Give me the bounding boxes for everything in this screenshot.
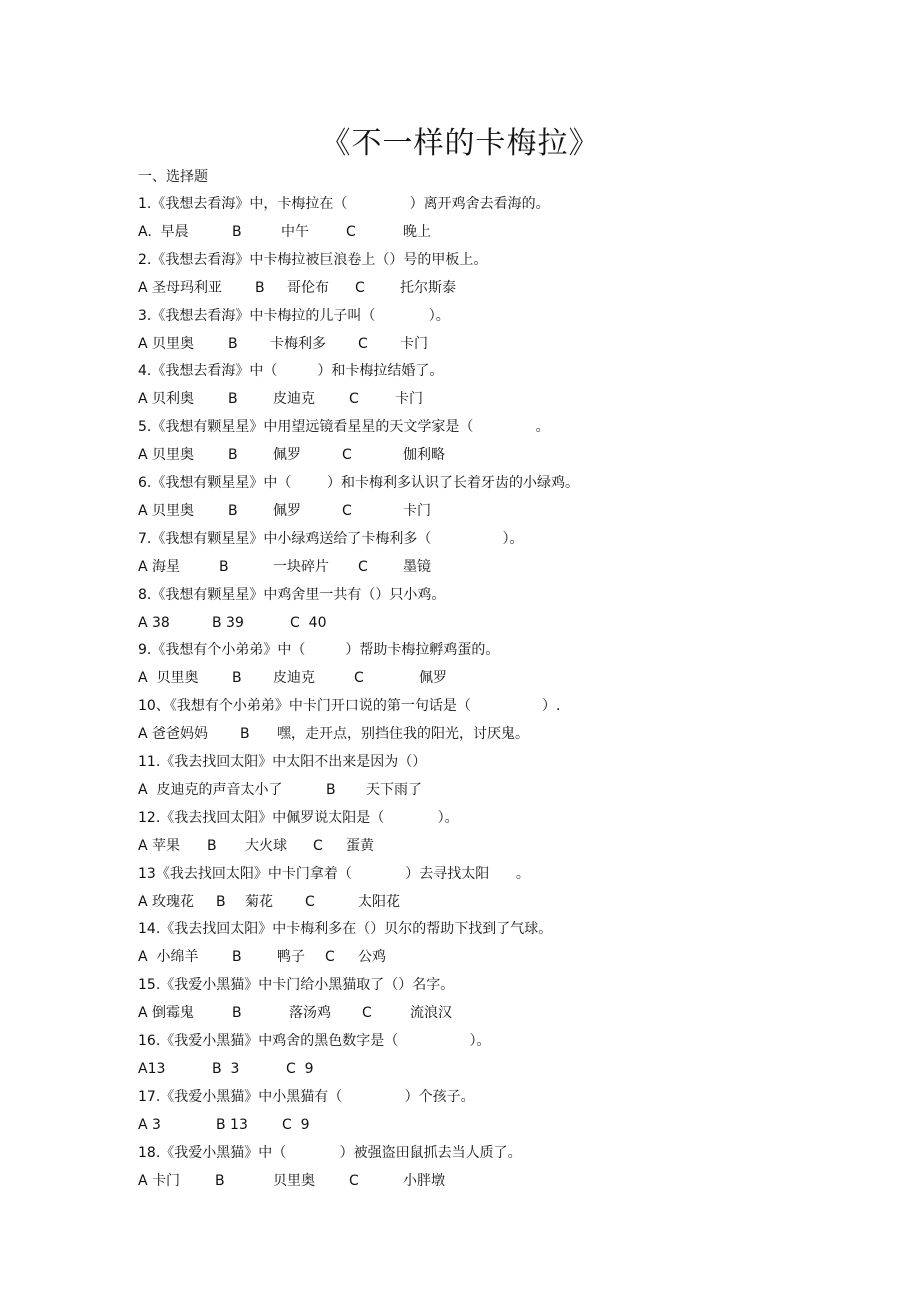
option-text: 卡梅利多 xyxy=(270,335,326,352)
option-text: B xyxy=(232,224,242,240)
section-heading: 一、选择题 xyxy=(138,169,208,185)
option-text: B xyxy=(232,949,242,966)
option-text: B xyxy=(240,726,250,743)
question-text: 5.《我想有颗星星》中用望远镜看星星的天文学家是（ 。 xyxy=(138,419,550,436)
options-row xyxy=(138,613,838,633)
question-text: 2.《我想去看海》中卡梅拉被巨浪卷上（）号的甲板上。 xyxy=(138,251,488,268)
options-row xyxy=(138,836,838,856)
option-text: C 9 xyxy=(282,1116,310,1133)
option-text: A13 xyxy=(138,1061,166,1077)
question-text: 3.《我想去看海》中卡梅拉的儿子叫（ ）。 xyxy=(138,307,450,324)
option-text: A 苹果 xyxy=(138,837,181,854)
option-text: B xyxy=(207,837,217,854)
options-row xyxy=(138,1115,838,1135)
option-text: C xyxy=(342,447,352,464)
option-text: A 贝里奥 xyxy=(138,447,195,464)
option-text: C xyxy=(305,893,315,910)
option-text: B 3 xyxy=(212,1061,240,1077)
question-text: 15.《我爱小黑猫》中卡门给小黑猫取了（）名字。 xyxy=(138,977,455,994)
question-text: 7.《我想有颗星星》中小绿鸡送给了卡梅利多（ ）。 xyxy=(138,530,524,547)
option-text: 佩罗 xyxy=(419,670,447,687)
option-text: B xyxy=(215,1172,225,1189)
options-row xyxy=(138,892,838,912)
option-text: 菊花 xyxy=(245,893,273,910)
options-row xyxy=(138,557,838,577)
question-text: 14.《我去找回太阳》中卡梅利多在（）贝尔的帮助下找到了气球。 xyxy=(138,921,553,938)
option-text: 公鸡 xyxy=(358,949,386,966)
option-text: 卡门 xyxy=(400,335,428,352)
option-text: 中午 xyxy=(281,224,309,240)
option-text: C xyxy=(355,279,365,296)
option-text: C 40 xyxy=(290,614,327,631)
option-text: A 玫瑰花 xyxy=(138,893,195,910)
option-text: 天下雨了 xyxy=(366,782,422,798)
option-text: 落汤鸡 xyxy=(289,1005,331,1022)
question-text: 16.《我爱小黑猫》中鸡舍的黑色数字是（ ）。 xyxy=(138,1033,491,1049)
option-text: A 贝里奥 xyxy=(138,670,199,687)
option-text: 嘿，走开点，别挡住我的阳光，讨厌鬼。 xyxy=(277,726,529,743)
option-text: 小胖墩 xyxy=(403,1172,445,1189)
question-text: 11.《我去找回太阳》中太阳不出来是因为（） xyxy=(138,754,427,770)
option-text: 卡门 xyxy=(395,391,423,408)
option-text: C xyxy=(349,391,359,408)
option-text: B xyxy=(228,503,238,519)
question-text: 12.《我去找回太阳》中佩罗说太阳是（ ）。 xyxy=(138,809,459,826)
option-text: 大火球 xyxy=(245,837,287,854)
option-text: 晚上 xyxy=(403,224,431,240)
question-text: 9.《我想有个小弟弟》中（ ）帮助卡梅拉孵鸡蛋的。 xyxy=(138,642,500,659)
option-text: 贝里奥 xyxy=(273,1172,315,1189)
options-row xyxy=(138,222,838,242)
option-text: C xyxy=(349,1172,359,1189)
options-row xyxy=(138,278,838,298)
option-text: B xyxy=(228,335,238,352)
options-row xyxy=(138,1171,838,1191)
option-text: C xyxy=(358,558,368,575)
option-text: A 圣母玛利亚 xyxy=(138,279,223,296)
option-text: 蛋黄 xyxy=(346,837,374,854)
question-text: 13《我去找回太阳》中卡门拿着（ ）去寻找太阳 。 xyxy=(138,865,530,882)
option-text: B xyxy=(232,1005,242,1022)
option-text: A 3 xyxy=(138,1116,161,1133)
question-text: 4.《我想去看海》中（ ）和卡梅拉结婚了。 xyxy=(138,363,444,380)
option-text: 流浪汉 xyxy=(410,1005,452,1022)
question-text: 1.《我想去看海》中，卡梅拉在（ ）离开鸡舍去看海的。 xyxy=(138,196,550,212)
option-text: C xyxy=(354,670,364,687)
option-text: A 倒霉鬼 xyxy=(138,1005,195,1022)
question-text: 8.《我想有颗星星》中鸡舍里一共有（）只小鸡。 xyxy=(138,586,446,603)
options-row xyxy=(138,334,838,354)
option-text: A 小绵羊 xyxy=(138,949,199,966)
option-text: 伽利略 xyxy=(403,447,445,464)
options-row xyxy=(138,947,838,967)
document-title: 《不一样的卡梅拉》 xyxy=(320,126,600,161)
options-row xyxy=(138,1059,838,1079)
options-row xyxy=(138,668,838,688)
question-text: 18.《我爱小黑猫》中（ ）被强盗田鼠抓去当人质了。 xyxy=(138,1144,522,1161)
option-text: C xyxy=(358,335,368,352)
options-row xyxy=(138,501,838,521)
option-text: A 卡门 xyxy=(138,1172,181,1189)
option-text: 太阳花 xyxy=(358,893,400,910)
option-text: A. 早晨 xyxy=(138,224,189,240)
option-text: 鸭子 xyxy=(277,949,305,966)
question-text: 10、《我想有个小弟弟》中卡门开口说的第一句话是（ ）. xyxy=(138,698,561,715)
option-text: B xyxy=(228,447,238,464)
option-text: C xyxy=(313,837,323,854)
option-text: A 贝里奥 xyxy=(138,335,195,352)
option-text: B xyxy=(326,782,336,798)
option-text: B 13 xyxy=(216,1116,248,1133)
option-text: C xyxy=(346,224,356,240)
option-text: B xyxy=(228,391,238,408)
options-row xyxy=(138,724,838,744)
question-text: 17.《我爱小黑猫》中小黑猫有（ ）个孩子。 xyxy=(138,1088,475,1105)
options-row xyxy=(138,780,838,800)
option-text: 托尔斯泰 xyxy=(400,279,456,296)
option-text: A 海星 xyxy=(138,558,181,575)
option-text: B xyxy=(216,893,226,910)
option-text: C xyxy=(325,949,335,966)
option-text: A 38 xyxy=(138,614,170,631)
options-row xyxy=(138,445,838,465)
option-text: 卡门 xyxy=(403,503,431,519)
option-text: A 贝里奥 xyxy=(138,503,195,519)
option-text: B 39 xyxy=(212,614,244,631)
option-text: B xyxy=(255,279,265,296)
option-text: A 皮迪克的声音太小了 xyxy=(138,782,283,798)
option-text: C xyxy=(362,1005,372,1022)
options-row xyxy=(138,389,838,409)
option-text: B xyxy=(219,558,229,575)
option-text: 哥伦布 xyxy=(287,279,329,296)
options-row xyxy=(138,1003,838,1023)
option-text: 佩罗 xyxy=(273,447,301,464)
option-text: 皮迪克 xyxy=(273,670,315,687)
option-text: 皮迪克 xyxy=(273,391,315,408)
option-text: B xyxy=(232,670,242,687)
option-text: 墨镜 xyxy=(403,558,431,575)
option-text: 佩罗 xyxy=(273,503,301,519)
option-text: C xyxy=(342,503,352,519)
option-text: A 爸爸妈妈 xyxy=(138,726,209,743)
option-text: A 贝利奥 xyxy=(138,391,195,408)
question-text: 6.《我想有颗星星》中（ ）和卡梅利多认识了长着牙齿的小绿鸡。 xyxy=(138,475,579,491)
option-text: 一块碎片 xyxy=(273,558,329,575)
option-text: C 9 xyxy=(286,1061,314,1077)
